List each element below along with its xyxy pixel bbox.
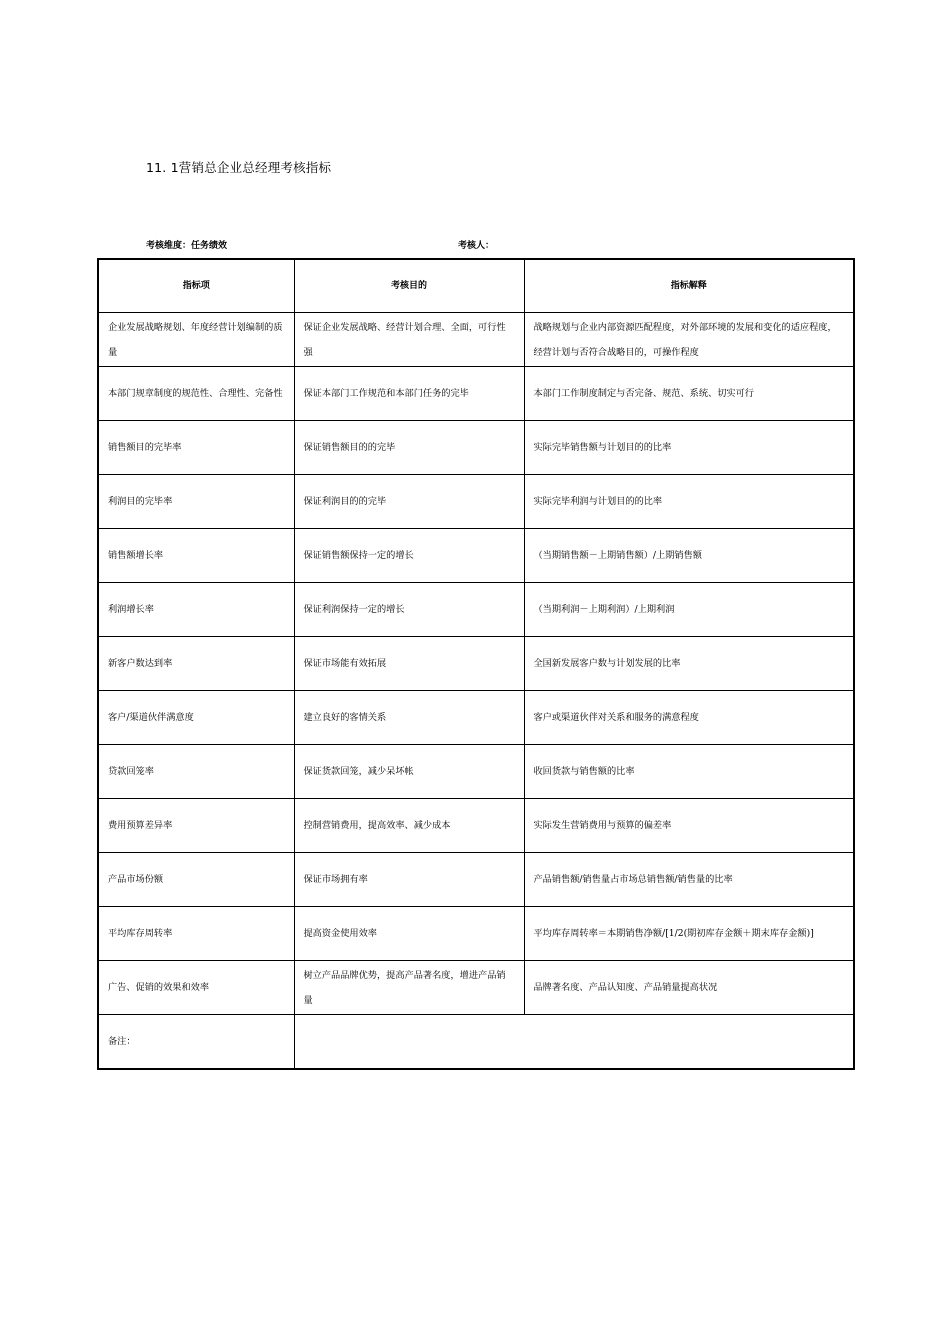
explanation-cell: 平均库存周转率＝本期销售净额/[1/2(期初库存金额＋期末库存金额)] [524, 907, 854, 961]
indicator-cell: 利润增长率 [98, 583, 294, 637]
explanation-cell: 品牌著名度、产品认知度、产品销量提高状况 [524, 961, 854, 1015]
table-row [98, 421, 854, 475]
explanation-cell: （当期销售额－上期销售额）/上期销售额 [524, 529, 854, 583]
purpose-cell: 控制营销费用，提高效率、减少成本 [294, 799, 524, 853]
table-row [98, 799, 854, 853]
table-row [98, 907, 854, 961]
indicator-cell: 销售额目的完毕率 [98, 421, 294, 475]
explanation-cell: 产品销售额/销售量占市场总销售额/销售量的比率 [524, 853, 854, 907]
indicator-cell: 客户/渠道伙伴满意度 [98, 691, 294, 745]
purpose-cell: 保证销售额保持一定的增长 [294, 529, 524, 583]
table-row [98, 745, 854, 799]
table-row [98, 583, 854, 637]
purpose-cell: 提高资金使用效率 [294, 907, 524, 961]
table-row [98, 853, 854, 907]
purpose-cell: 保证本部门工作规范和本部门任务的完毕 [294, 367, 524, 421]
purpose-cell: 树立产品品牌优势，提高产品著名度，增进产品销量 [294, 961, 524, 1015]
purpose-cell: 保证市场拥有率 [294, 853, 524, 907]
header-purpose: 考核目的 [294, 259, 524, 313]
kpi-table [97, 258, 855, 1070]
explanation-cell: （当期利润－上期利润）/上期利润 [524, 583, 854, 637]
indicator-cell: 利润目的完毕率 [98, 475, 294, 529]
assessment-dimension: 考核维度：任务绩效 [146, 241, 228, 251]
indicator-cell: 本部门规章制度的规范性、合理性、完备性 [98, 367, 294, 421]
table-row [98, 313, 854, 367]
indicator-cell: 费用预算差异率 [98, 799, 294, 853]
table-row [98, 367, 854, 421]
table-row [98, 529, 854, 583]
explanation-cell: 实际完毕利润与计划目的的比率 [524, 475, 854, 529]
indicator-cell: 广告、促销的效果和效率 [98, 961, 294, 1015]
remarks-row [98, 1015, 854, 1070]
indicator-cell: 平均库存周转率 [98, 907, 294, 961]
explanation-cell: 实际发生营销费用与预算的偏差率 [524, 799, 854, 853]
purpose-cell: 建立良好的客情关系 [294, 691, 524, 745]
indicator-cell: 贷款回笼率 [98, 745, 294, 799]
indicator-cell: 企业发展战略规划、年度经营计划编制的质量 [98, 313, 294, 367]
remarks-label: 备注： [98, 1015, 294, 1070]
purpose-cell: 保证货款回笼，减少呆坏帐 [294, 745, 524, 799]
explanation-cell: 收回货款与销售额的比率 [524, 745, 854, 799]
reviewer-label: 考核人： [458, 241, 495, 251]
purpose-cell: 保证企业发展战略、经营计划合理、全面，可行性强 [294, 313, 524, 367]
header-explanation: 指标解释 [524, 259, 854, 313]
purpose-cell: 保证利润保持一定的增长 [294, 583, 524, 637]
purpose-cell: 保证销售额目的的完毕 [294, 421, 524, 475]
page-title: 11. 1营销总企业总经理考核指标 [146, 160, 332, 175]
table-header-row [98, 259, 854, 313]
indicator-cell: 销售额增长率 [98, 529, 294, 583]
indicator-cell: 产品市场份额 [98, 853, 294, 907]
purpose-cell: 保证市场能有效拓展 [294, 637, 524, 691]
explanation-cell: 全国新发展客户数与计划发展的比率 [524, 637, 854, 691]
table-row [98, 475, 854, 529]
explanation-cell: 战略规划与企业内部资源匹配程度，对外部环境的发展和变化的适应程度，经营计划与否符合战略目的，可操作程度 [524, 313, 854, 367]
table-row [98, 691, 854, 745]
explanation-cell: 客户或渠道伙伴对关系和服务的满意程度 [524, 691, 854, 745]
remarks-value [294, 1015, 854, 1070]
explanation-cell: 本部门工作制度制定与否完备、规范、系统、切实可行 [524, 367, 854, 421]
purpose-cell: 保证利润目的的完毕 [294, 475, 524, 529]
indicator-cell: 新客户数达到率 [98, 637, 294, 691]
table-row [98, 961, 854, 1015]
explanation-cell: 实际完毕销售额与计划目的的比率 [524, 421, 854, 475]
table-row [98, 637, 854, 691]
header-indicator: 指标项 [98, 259, 294, 313]
